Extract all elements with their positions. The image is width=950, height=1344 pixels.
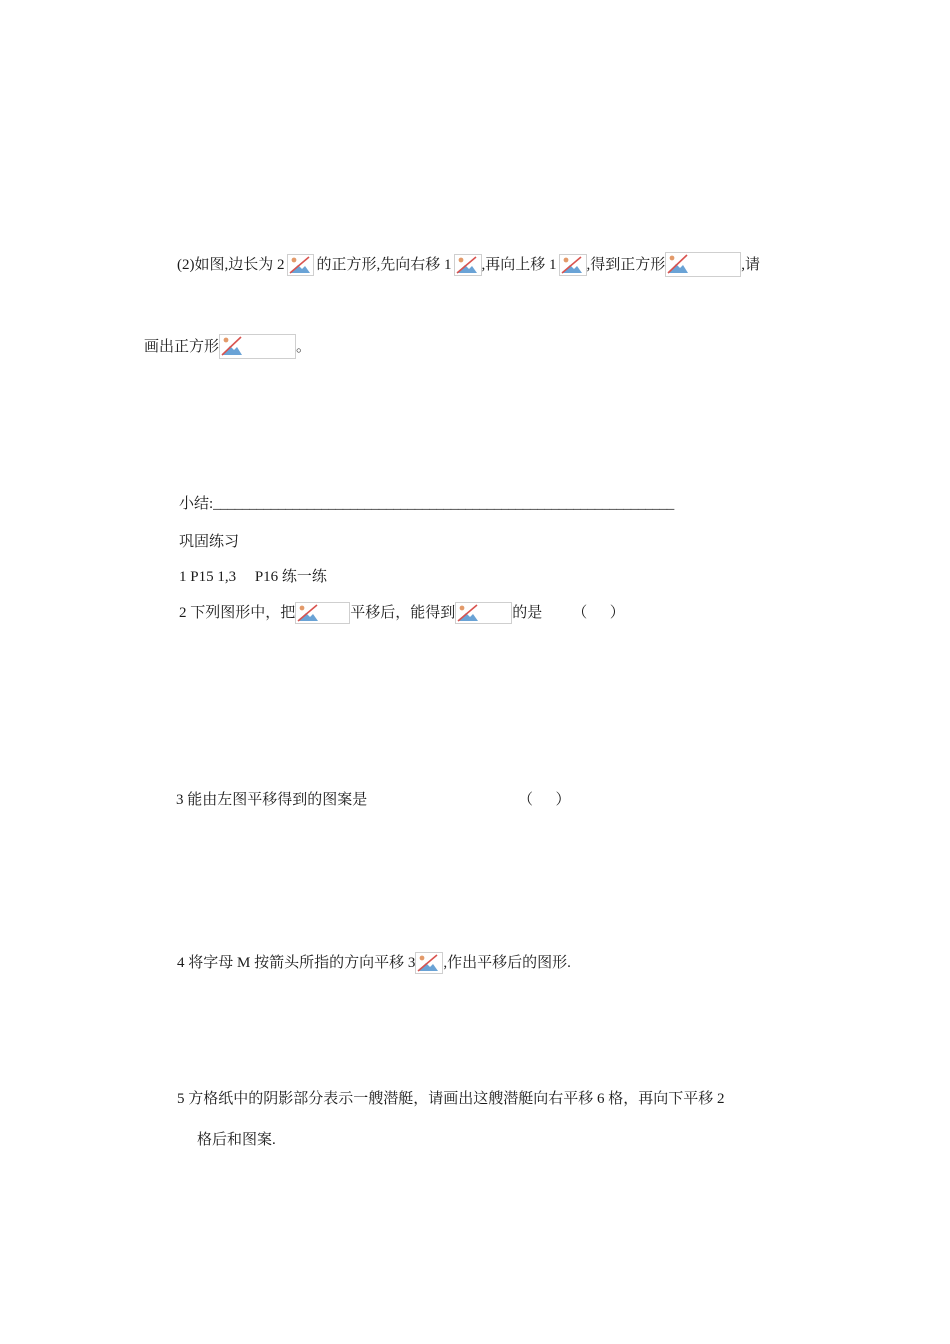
broken-image-icon [457, 604, 479, 622]
summary-label: 小结: [179, 496, 214, 512]
broken-image-icon [417, 954, 439, 972]
question-2-line-1 [177, 252, 760, 277]
practice-item-1 [179, 567, 327, 587]
shape-image-placeholder [295, 602, 350, 624]
answer-parentheses: （ ） [572, 605, 625, 621]
question-2-seg1: 的正方形,先向右移 1 [316, 256, 452, 273]
practice-item-4 [177, 952, 571, 974]
practice-item-3-text: 3 能由左图平移得到的图案是 [176, 792, 368, 808]
question-2-prefix: (2)如图,边长为 2 [177, 256, 285, 273]
summary-line [179, 494, 674, 514]
shape-image-placeholder [455, 602, 512, 624]
question-2-seg2: ,再向上移 1 [481, 256, 557, 273]
practice-item-5-line-1 [177, 1089, 725, 1109]
unit-image-placeholder [559, 254, 587, 276]
broken-image-icon [221, 336, 243, 356]
broken-image-icon [289, 256, 311, 274]
question-2-line-2 [144, 334, 311, 359]
practice-heading [179, 532, 239, 552]
practice-item-5-line1-text: 5 方格纸中的阴影部分表示一艘潜艇，请画出这艘潜艇向右平移 6 格，再向下平移 2 [177, 1091, 725, 1107]
question-2-seg4: ,请 [741, 256, 761, 273]
question-2-line2-suffix: 。 [296, 338, 312, 355]
practice-item-4-b: ,作出平移后的图形. [443, 955, 571, 971]
practice-item-2 [179, 602, 625, 624]
practice-item-5-line-2 [197, 1130, 276, 1150]
practice-item-2-a: 2 下列图形中，把 [179, 605, 296, 621]
broken-image-icon [456, 256, 478, 274]
summary-blank: ________________________________________________________________ [213, 496, 674, 512]
question-2-seg3: ,得到正方形 [586, 256, 666, 273]
practice-item-5-line2-text: 格后和图案. [197, 1132, 276, 1148]
practice-item-1-text: 1 P15 1,3 P16 练一练 [179, 569, 327, 585]
broken-image-icon [667, 254, 689, 274]
question-2-line2-prefix: 画出正方形 [144, 338, 220, 355]
practice-heading-text: 巩固练习 [179, 534, 240, 550]
broken-image-icon [561, 256, 583, 274]
answer-parentheses: （ ） [518, 792, 571, 808]
practice-item-3 [176, 790, 571, 810]
unit-image-placeholder [287, 254, 314, 276]
square-label-image-placeholder [219, 334, 296, 359]
practice-item-2-b: 平移后，能得到 [350, 605, 456, 621]
broken-image-icon [297, 604, 319, 622]
practice-item-4-a: 4 将字母 M 按箭头所指的方向平移 3 [177, 955, 416, 971]
unit-image-placeholder [454, 254, 482, 276]
square-label-image-placeholder [665, 252, 741, 277]
practice-item-2-c: 的是 [512, 605, 543, 621]
unit-image-placeholder [415, 952, 443, 974]
